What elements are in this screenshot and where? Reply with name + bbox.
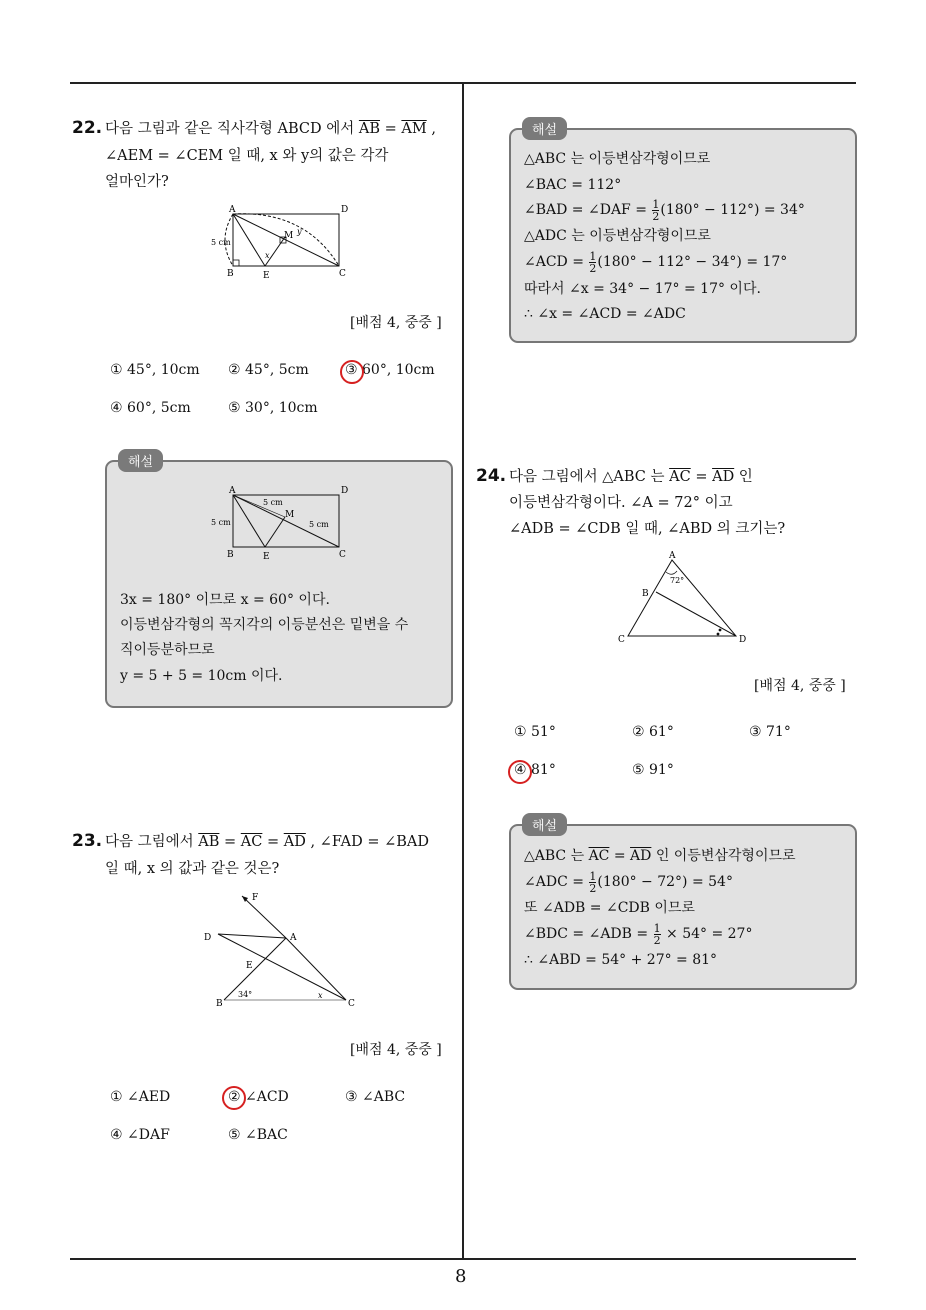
explanation-line-3: ∠BAD = ∠DAF = $\frac{1}{2}$ (180° − 112°) = 34°: [524, 197, 805, 223]
answer-mark-circle: [508, 760, 532, 784]
figure-triangle-23: [200, 888, 365, 1013]
svg-text:C: C: [348, 999, 355, 1009]
svg-text:y: y: [297, 227, 302, 236]
choice-5[interactable]: ⑤ ∠BAC: [228, 1127, 288, 1143]
svg-text:M: M: [284, 231, 294, 241]
choice-3[interactable]: ③ 60°, 10cm: [345, 362, 435, 378]
choice-2[interactable]: ② 61°: [632, 724, 674, 740]
figure-rectangle-abcd: [205, 200, 355, 282]
explanation-tag: 해설: [118, 449, 163, 472]
score-label: [배점 4, 중중 ]: [754, 678, 846, 694]
question-number: 24.: [476, 466, 507, 486]
score-label: [배점 4, 중중 ]: [350, 1042, 442, 1058]
svg-text:5 cm: 5 cm: [211, 238, 231, 247]
svg-text:x: x: [265, 251, 270, 260]
svg-text:B: B: [227, 550, 234, 560]
column-divider: [462, 83, 464, 1259]
svg-text:F: F: [252, 893, 259, 903]
choice-4[interactable]: ④ ∠DAF: [110, 1127, 170, 1143]
explanation-line-1: △ABC 는 이등변삼각형이므로: [524, 151, 711, 167]
question-text-line-2: 일 때, x 의 값과 같은 것은?: [105, 861, 280, 877]
svg-text:A: A: [229, 486, 236, 496]
explanation-line-4: y = 5 + 5 = 10cm 이다.: [120, 668, 283, 684]
page-number: 8: [455, 1266, 467, 1287]
choice-4[interactable]: ④ 81°: [514, 762, 556, 778]
explanation-line-1: △ABC 는 $\overline{AC} = \overline{AD}$ 인 이등변삼각형이므로: [524, 848, 796, 864]
svg-text:E: E: [263, 271, 270, 281]
choice-5[interactable]: ⑤ 91°: [632, 762, 674, 778]
choice-3[interactable]: ③ 71°: [749, 724, 791, 740]
explanation-line-3: 직이등분하므로: [120, 642, 215, 658]
svg-text:D: D: [739, 635, 747, 645]
svg-text:A: A: [290, 933, 297, 943]
explanation-line-4: ∠BDC = ∠ADB = $\frac{1}{2}$ × 54° = 27°: [524, 921, 753, 947]
fraction: $\frac{1}{2}$: [652, 197, 660, 223]
explanation-tag: 해설: [522, 117, 567, 140]
svg-text:D: D: [341, 486, 349, 496]
choice-5[interactable]: ⑤ 30°, 10cm: [228, 400, 318, 416]
fraction: $\frac{1}{2}$: [653, 921, 661, 947]
explanation-tag: 해설: [522, 813, 567, 836]
svg-text:D: D: [341, 205, 349, 215]
svg-text:C: C: [339, 269, 346, 279]
bottom-rule: [70, 1258, 856, 1260]
svg-text:M: M: [285, 510, 295, 520]
question-text-line-3: ∠ADB = ∠CDB 일 때, ∠ABD 의 크기는?: [509, 521, 786, 537]
fraction: $\frac{1}{2}$: [589, 249, 597, 275]
answer-mark-circle: [340, 360, 364, 384]
choice-2[interactable]: ② ∠ACD: [228, 1089, 289, 1105]
figure-triangle-24: [610, 550, 755, 646]
svg-text:D: D: [204, 933, 212, 943]
svg-text:E: E: [263, 552, 270, 562]
score-label: [배점 4, 중중 ]: [350, 315, 442, 331]
svg-text:B: B: [216, 999, 223, 1009]
svg-text:5 cm: 5 cm: [211, 518, 231, 527]
explanation-line-4: △ADC 는 이등변삼각형이므로: [524, 228, 711, 244]
fraction: $\frac{1}{2}$: [589, 869, 597, 895]
svg-text:B: B: [227, 269, 234, 279]
explanation-line-7: ∴ ∠x = ∠ACD = ∠ADC: [524, 306, 686, 322]
explanation-line-5: ∴ ∠ABD = 54° + 27° = 81°: [524, 952, 718, 968]
svg-text:A: A: [669, 551, 676, 561]
choice-1[interactable]: ① ∠AED: [110, 1089, 171, 1105]
choice-1[interactable]: ① 45°, 10cm: [110, 362, 200, 378]
svg-text:B: B: [642, 589, 649, 599]
explanation-line-1: 3x = 180° 이므로 x = 60° 이다.: [120, 592, 330, 608]
explanation-line-3: 또 ∠ADB = ∠CDB 이므로: [524, 900, 695, 916]
question-number: 23.: [72, 831, 103, 851]
explanation-line-2: ∠BAC = 112°: [524, 177, 622, 193]
choice-3[interactable]: ③ ∠ABC: [345, 1089, 406, 1105]
question-text-line-1: 다음 그림과 같은 직사각형 ABCD 에서 $\overline{AB} = \overline{AM}$ ,: [105, 121, 436, 137]
choice-1[interactable]: ① 51°: [514, 724, 556, 740]
choice-4[interactable]: ④ 60°, 5cm: [110, 400, 191, 416]
question-text-line-2: 이등변삼각형이다. ∠A = 72° 이고: [509, 495, 733, 511]
question-text-line-3: 얼마인가?: [105, 174, 169, 190]
svg-text:34°: 34°: [238, 990, 253, 999]
explanation-figure-22: [205, 483, 355, 563]
explanation-line-5: ∠ACD = $\frac{1}{2}$ (180° − 112° − 34°) = 17°: [524, 249, 788, 275]
question-number: 22.: [72, 118, 103, 138]
answer-mark-circle: [222, 1086, 246, 1110]
question-text-line-1: 다음 그림에서 $\overline{AB} = \overline{AC} = \overline{AD}$ , ∠FAD = ∠BAD: [105, 834, 429, 850]
svg-text:E: E: [246, 961, 253, 971]
svg-text:5 cm: 5 cm: [263, 498, 283, 507]
explanation-line-2: 이등변삼각형의 꼭지각의 이등분선은 밑변을 수: [120, 617, 409, 633]
explanation-line-2: ∠ADC = $\frac{1}{2}$ (180° − 72°) = 54°: [524, 869, 733, 895]
svg-text:72°: 72°: [670, 576, 685, 585]
svg-text:5 cm: 5 cm: [309, 520, 329, 529]
question-text-line-1: 다음 그림에서 △ABC 는 $\overline{AC} = \overline{AD}$ 인: [509, 469, 753, 485]
svg-text:C: C: [339, 550, 346, 560]
svg-text:C: C: [618, 635, 625, 645]
question-text-line-2: ∠AEM = ∠CEM 일 때, x 와 y의 값은 각각: [105, 148, 389, 164]
explanation-line-6: 따라서 ∠x = 34° − 17° = 17° 이다.: [524, 281, 761, 297]
svg-text:A: A: [229, 205, 236, 215]
svg-text:x: x: [318, 991, 323, 1000]
choice-2[interactable]: ② 45°, 5cm: [228, 362, 309, 378]
